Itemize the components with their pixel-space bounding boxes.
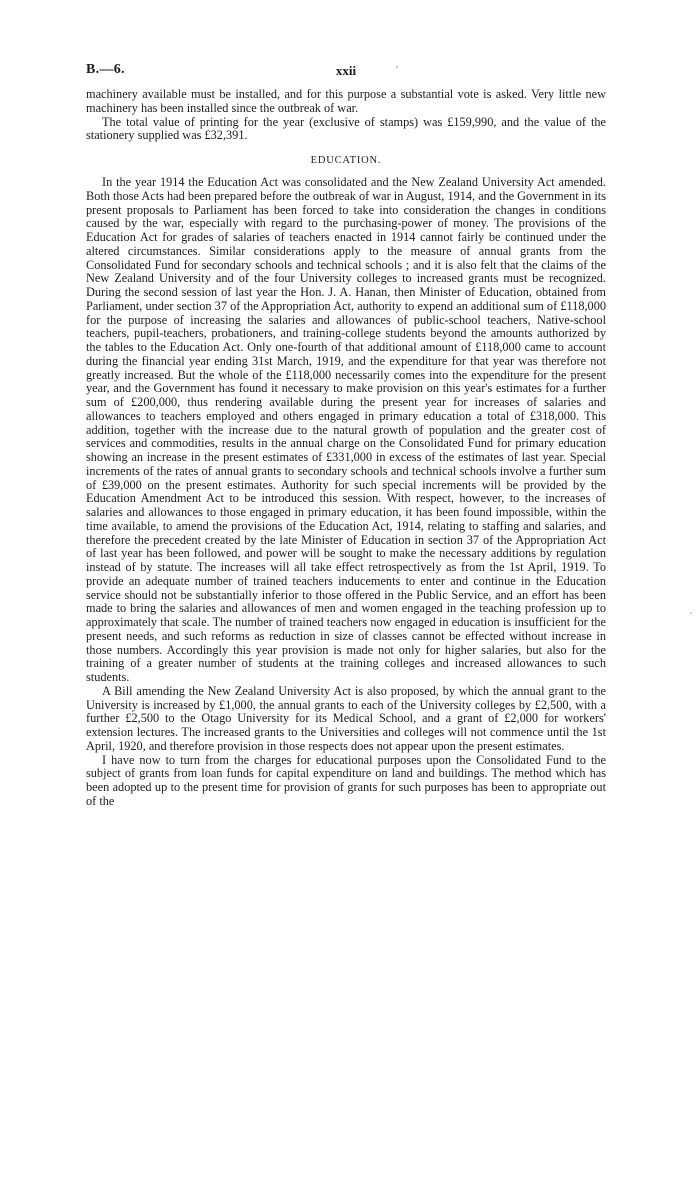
- header-mark: ': [396, 64, 398, 76]
- paragraph-printing-value: The total value of printing for the year (exclusive of stamps) was £159,990, and the value of the stationery supplied was £32,391.: [86, 114, 606, 143]
- paragraph-loan-funds: I have now to turn from the charges for educational purposes upon the Consolidated Fund to the subject of grants from loan funds for capital expenditure on land and buildings. The method which has been adopted up to the present time for provision of grants for such purposes has been to appropriate out of the: [86, 752, 606, 808]
- paragraph-education-act: In the year 1914 the Education Act was consolidated and the New Zealand University Act amended. Both those Acts had been prepared before the outbreak of war in August, 1914, and the Government in its present proposals to Parliament has been forced to take into consideration the changes in conditions caused by the war, especially with regard to the purchasing-power of money. The provisions of the Education Act for grades of salaries of teachers enacted in 1914 cannot fairly be continued under the altered circumstances. Similar considerations apply to the measure of annual grants from the Consolidated Fund for secondary schools and technical schools ; and it is also felt that the claims of the New Zealand University and of the four University colleges to increased grants must be recognized. During the second session of last year the Hon. J. A. Hanan, then Minister of Education, obtained from Parliament, under section 37 of the Appropriation Act, authority to expend an additional sum of £118,000 for the purpose of increasing the salaries and allowances of public-school teachers, Native-school teachers, pupil-teachers, probationers, and training-college students beyond the amounts authorized by the tables to the Education Act. Only one-fourth of that additional amount of £118,000 came to account during the financial year ending 31st March, 1919, and the expenditure for that year was therefore not greatly increased. But the whole of the £118,000 necessarily comes into the expenditure for the present year, and the Government has found it necessary to make provision on this year's estimates for a further sum of £200,000, thus rendering available during the present year for increases of salaries and allowances to teachers employed and others engaged in primary education a total of £318,000. This addition, together with the increase due to the natural growth of population and the greater cost of services and commodities, results in the annual charge on the Consolidated Fund for primary education showing an increase in the present estimates of £331,000 in excess of the estimates of last year. Special increments of the rates of annual grants to secondary schools and technical schools involve a further sum of £39,000 on the present estimates. Authority for such special increments will be provided by the Education Amendment Act to be introduced this session. With respect, however, to the increases of salaries and allowances to those engaged in primary education, it has been found impossible, within the time available, to amend the provisions of the Education Act, 1914, relating to staffing and salaries, and therefore the precedent created by the late Minister of Education in section 37 of the Appropriation Act of last year has been followed, and power will be sought to make the necessary additions by regulation instead of by statute. The increases will all take effect retrospectively as from the 1st April, 1919. To provide an adequate number of trained teachers inducements to enter and continue in the Education service should not be substantially inferior to those offered in the Public Service, and an effort has been made to bring the salaries and allowances of men and women engaged in the teaching profession up to approximately that scale. The number of trained teachers now engaged in education is insufficient for the present needs, and such reforms as reduction in size of classes cannot be effected without increase in those numbers. Accordingly this year provision is made not only for higher salaries, but also for the training of a greater number of students at the training colleges and increased allowances to such students.: [86, 175, 606, 684]
- paragraph-machinery: machinery available must be installed, and for this purpose a substantial vote is asked. Very little new machinery has been installed since the outbreak of war.: [86, 87, 606, 115]
- paragraph-university-bill: A Bill amending the New Zealand University Act is also proposed, by which the annual grant to the University is increased by £1,000, the annual grants to each of the University colleges by £2,500, with a further £2,500 to the Otago University for its Medical School, and a grant of £2,000 for workers' extension lectures. The increased grants to the Universities and colleges will not commence until the 1st April, 1920, and therefore provision in those respects does not appear upon the present estimates.: [86, 683, 606, 753]
- page-header: [86, 62, 606, 88]
- section-heading-education: EDUCATION.: [310, 155, 382, 166]
- report-reference: B.—6.: [86, 62, 125, 77]
- page-number: xxii: [335, 63, 357, 78]
- margin-mark: ,: [690, 605, 693, 615]
- document-page: [86, 62, 606, 809]
